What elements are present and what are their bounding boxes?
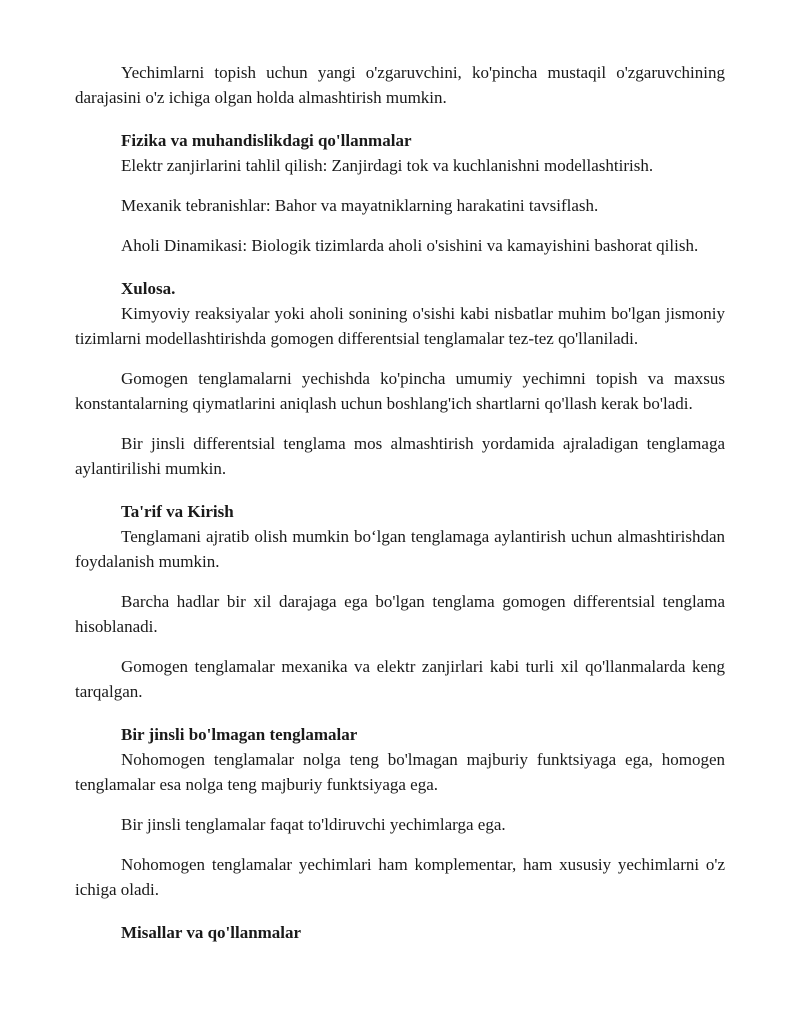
paragraph: Kimyoviy reaksiyalar yoki aholi sonining o'sishi kabi nisbatlar muhim bo'lgan jismoniy tizimlarni modellashtirishda gomogen differentsial tenglamalar tez-tez qo'llaniladi. <box>75 304 725 348</box>
section-heading: Xulosa. <box>121 279 176 298</box>
paragraph: Aholi Dinamikasi: Biologik tizimlarda aholi o'sishini va kamayishini bashorat qilish. <box>121 236 699 255</box>
document-page <box>75 60 725 945</box>
section-nonhomogeneous <box>75 722 725 902</box>
section-definition <box>75 499 725 704</box>
intro-paragraph: Yechimlarni topish uchun yangi o'zgaruvchini, ko'pincha mustaqil o'zgaruvchining darajasini o'z ichiga olgan holda almashtirish mumkin. <box>75 63 725 107</box>
paragraph: Bir jinsli differentsial tenglama mos almashtirish yordamida ajraladigan tenglamaga aylantirilishi mumkin. <box>75 434 725 478</box>
section-heading: Bir jinsli bo'lmagan tenglamalar <box>121 725 358 744</box>
paragraph: Tenglamani ajratib olish mumkin bo‘lgan tenglamaga aylantirish uchun almashtirishdan foydalanish mumkin. <box>75 527 725 571</box>
paragraph: Barcha hadlar bir xil darajaga ega bo'lgan tenglama gomogen differentsial tenglama hisoblanadi. <box>75 592 725 636</box>
paragraph: Gomogen tenglamalar mexanika va elektr zanjirlari kabi turli xil qo'llanmalarda keng tarqalgan. <box>75 657 725 701</box>
section-conclusion <box>75 276 725 481</box>
paragraph: Gomogen tenglamalarni yechishda ko'pincha umumiy yechimni topish va maxsus konstantalarning qiymatlarini aniqlash uchun boshlang'ich shartlarni qo'llash kerak bo'ladi. <box>75 369 725 413</box>
section-heading: Ta'rif va Kirish <box>121 502 234 521</box>
paragraph: Mexanik tebranishlar: Bahor va mayatniklarning harakatini tavsiflash. <box>121 196 599 215</box>
section-applications <box>75 128 725 258</box>
paragraph: Bir jinsli tenglamalar faqat to'ldiruvchi yechimlarga ega. <box>121 815 506 834</box>
section-heading: Misallar va qo'llanmalar <box>121 923 302 942</box>
paragraph: Nohomogen tenglamalar yechimlari ham komplementar, ham xususiy yechimlarni o'z ichiga oladi. <box>75 855 725 899</box>
section-heading: Fizika va muhandislikdagi qo'llanmalar <box>121 131 412 150</box>
paragraph: Nohomogen tenglamalar nolga teng bo'lmagan majburiy funktsiyaga ega, homogen tenglamalar esa nolga teng majburiy funktsiyaga ega. <box>75 750 725 794</box>
paragraph: Elektr zanjirlarini tahlil qilish: Zanjirdagi tok va kuchlanishni modellashtirish. <box>121 156 654 175</box>
section-examples <box>75 920 725 945</box>
